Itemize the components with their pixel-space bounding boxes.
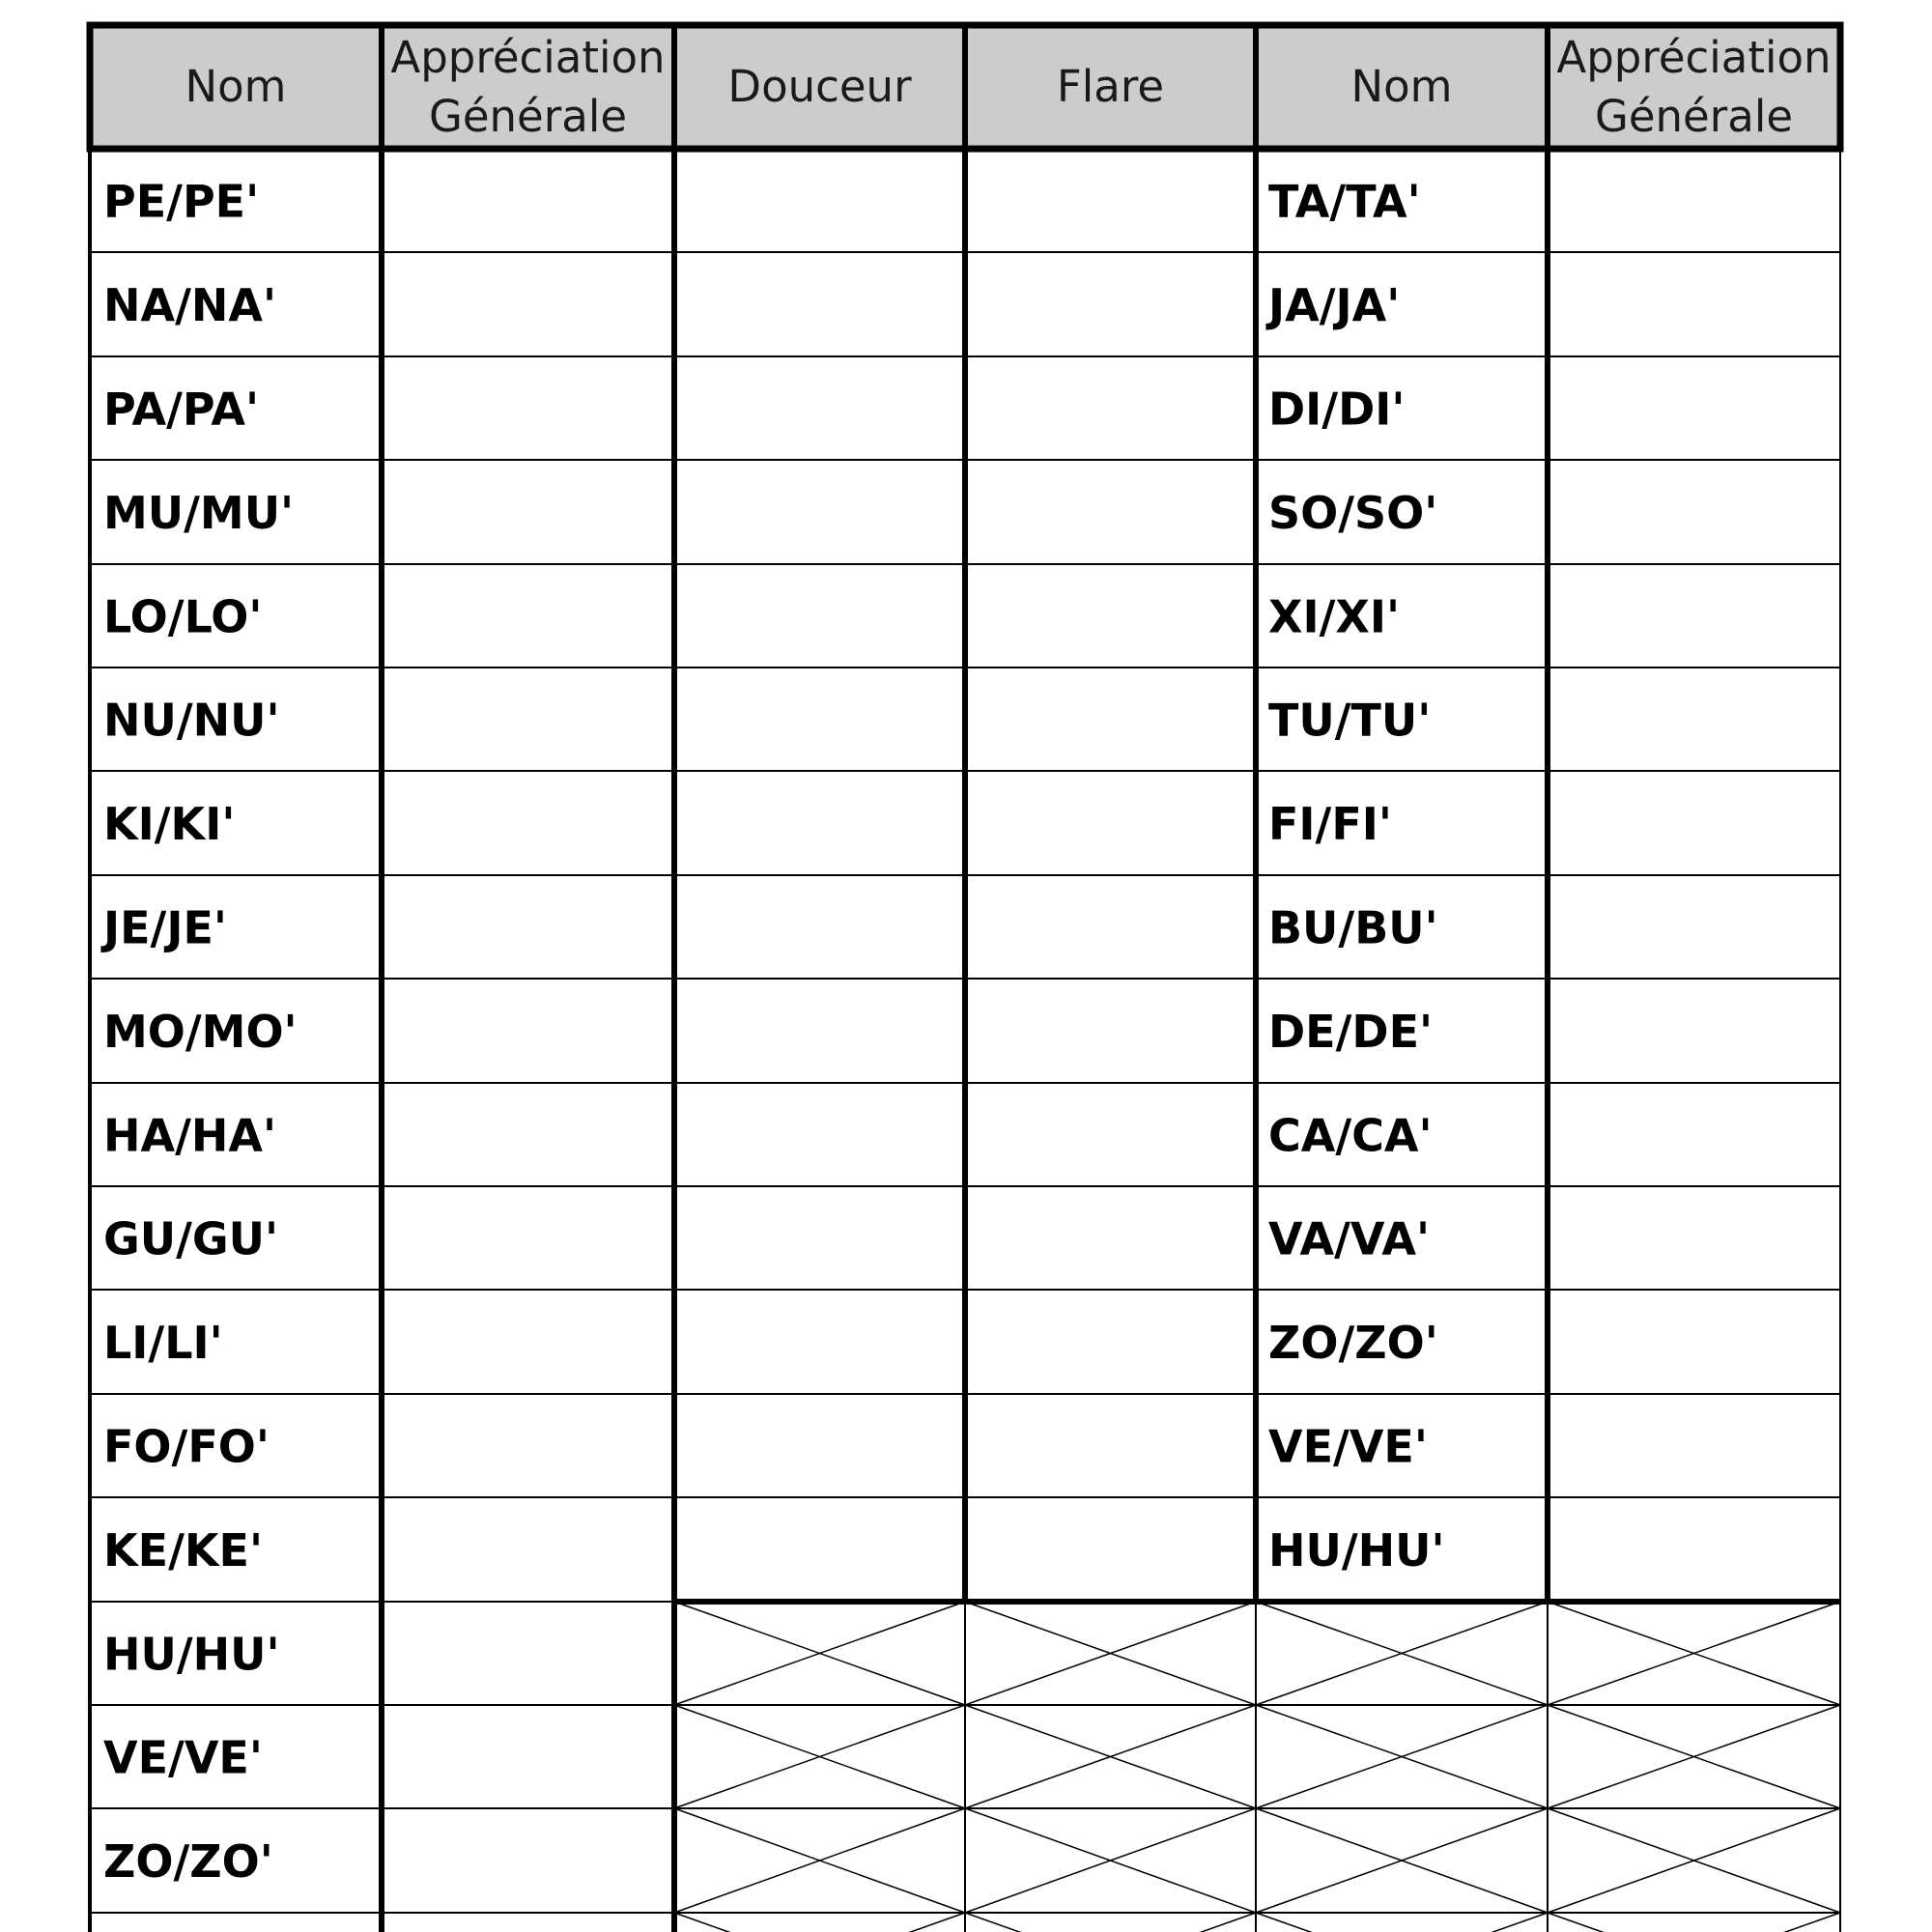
right-name-cell: TA/TA' — [1268, 175, 1421, 228]
left-name-cell: MU/MU' — [103, 487, 295, 539]
left-name-cell: VE/VE' — [103, 1731, 263, 1784]
left-name-cell: LI/LI' — [103, 1317, 223, 1369]
right-name-cell: VA/VA' — [1268, 1212, 1431, 1265]
left-name-cell: LO/LO' — [103, 590, 263, 643]
hatch-line — [1548, 1913, 1840, 1932]
right-name-cell: SO/SO' — [1268, 487, 1438, 539]
right-name-cell: CA/CA' — [1268, 1109, 1433, 1162]
right-name-cell: VE/VE' — [1268, 1420, 1428, 1473]
right-name-cell: DI/DI' — [1268, 383, 1406, 436]
left-name-cell: ZO/ZO' — [103, 1835, 273, 1888]
header-label-col6: Appréciation — [1556, 32, 1832, 83]
header-label-col2: Générale — [428, 91, 628, 142]
hatch-line — [1256, 1913, 1548, 1932]
hatch-line — [674, 1913, 965, 1932]
header-label-col6: Générale — [1594, 91, 1794, 142]
right-name-cell: FI/FI' — [1268, 798, 1392, 850]
header-label-col1: Nom — [185, 61, 287, 112]
hatch-line — [674, 1913, 965, 1932]
hatch-line — [965, 1913, 1256, 1932]
right-name-cell: ZO/ZO' — [1268, 1317, 1438, 1369]
left-name-cell: PA/PA' — [103, 383, 260, 436]
left-name-cell: NA/NA' — [103, 279, 277, 331]
header-label-col2: Appréciation — [390, 32, 666, 83]
header-label-col3: Douceur — [727, 61, 912, 112]
hatch-line — [965, 1913, 1256, 1932]
left-name-cell: PE/PE' — [103, 175, 260, 228]
left-name-cell: MO/MO' — [103, 1006, 298, 1058]
left-name-cell: GU/GU' — [103, 1212, 279, 1265]
left-name-cell: JE/JE' — [103, 901, 227, 954]
header-label-col5: Nom — [1350, 61, 1453, 112]
left-name-cell: HU/HU' — [103, 1628, 280, 1681]
left-name-cell: NU/NU' — [103, 694, 280, 747]
right-name-cell: XI/XI' — [1268, 590, 1401, 643]
right-name-cell: HU/HU' — [1268, 1524, 1445, 1577]
right-name-cell: JA/JA' — [1268, 279, 1401, 331]
right-name-cell: BU/BU' — [1268, 901, 1438, 954]
left-name-cell: FO/FO' — [103, 1420, 270, 1473]
right-name-cell: DE/DE' — [1268, 1006, 1434, 1058]
hatch-line — [1548, 1913, 1840, 1932]
left-name-cell: KI/KI' — [103, 798, 236, 850]
left-name-cell: HA/HA' — [103, 1109, 277, 1162]
right-name-cell: TU/TU' — [1268, 694, 1432, 747]
header-label-col4: Flare — [1056, 61, 1165, 112]
left-name-cell: KE/KE' — [103, 1524, 264, 1577]
hatch-line — [1256, 1913, 1548, 1932]
